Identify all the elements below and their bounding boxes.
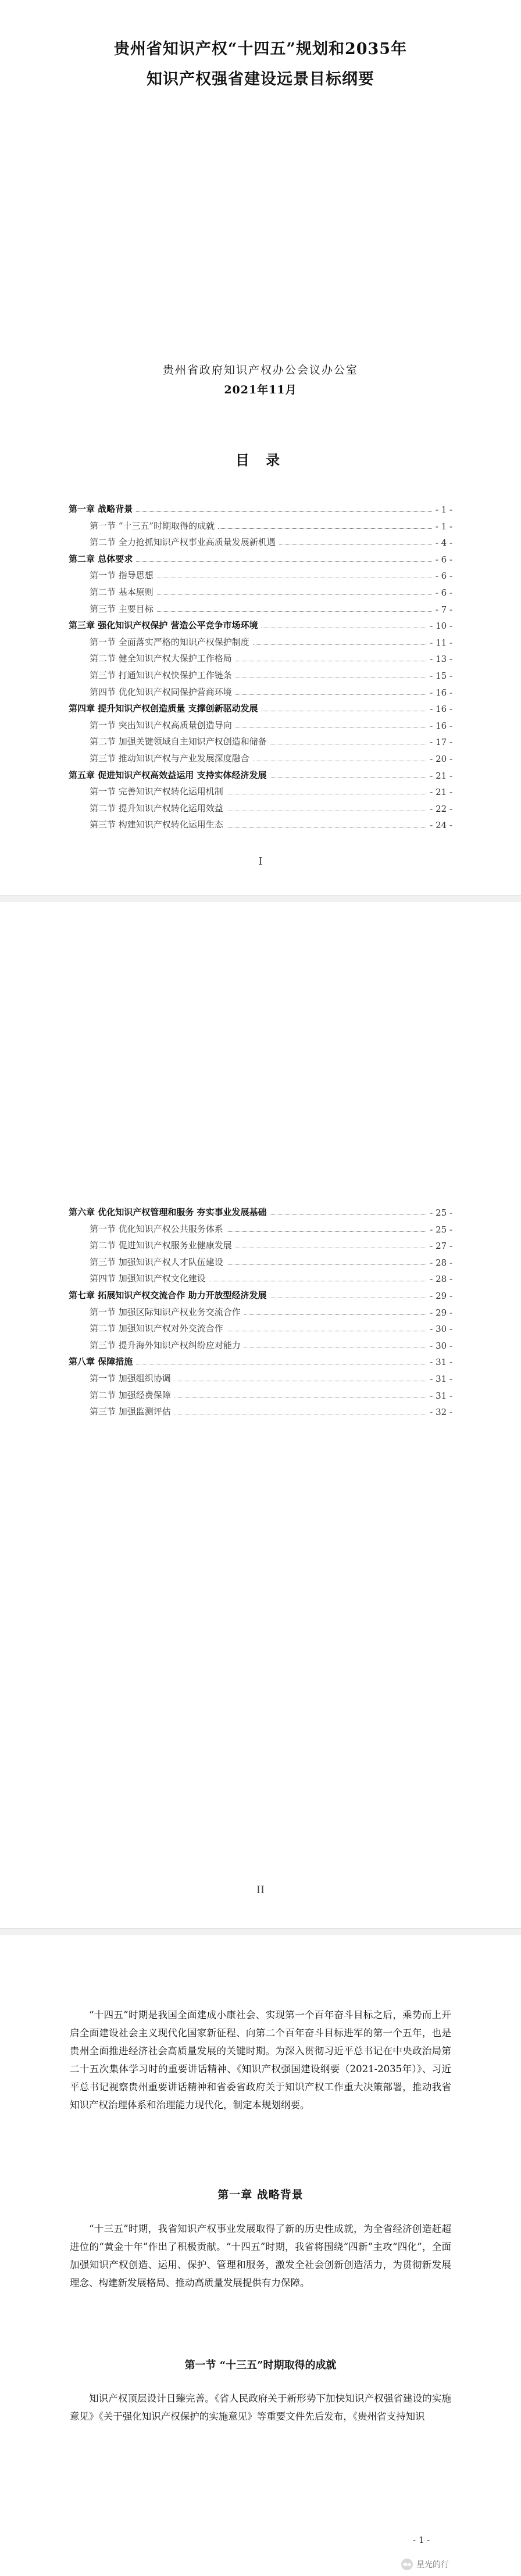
toc-entry-label: 第二节 基本原则 — [90, 587, 154, 597]
toc-leader-dots — [279, 544, 432, 545]
toc-entry-1[interactable] — [69, 500, 452, 515]
toc-entry-label: 第一节 优化知识产权公共服务体系 — [90, 1223, 223, 1234]
toc-entry-page: - 16 - — [430, 720, 452, 731]
toc-entry-page: - 20 - — [430, 754, 452, 764]
toc-entry-page: - 6 - — [435, 587, 452, 598]
toc-heading: 目 录 — [235, 452, 286, 468]
toc-entry-page: - 27 - — [430, 1241, 452, 1252]
toc-entry-page: - 16 - — [430, 687, 452, 698]
toc-entry-page: - 28 - — [430, 1274, 452, 1285]
toc-entry-7[interactable] — [69, 600, 452, 615]
toc-entry-3[interactable] — [69, 533, 452, 548]
toc-entry-page: - 25 - — [430, 1208, 452, 1218]
toc-entry-label: 第七章 拓展知识产权交流合作 助力开放型经济发展 — [69, 1290, 267, 1300]
toc-entry-label: 第一节 完善知识产权转化运用机制 — [90, 786, 223, 797]
toc-entry-14[interactable] — [69, 716, 452, 731]
issuing-office: 贵州省政府知识产权办公会议办公室 — [162, 364, 358, 377]
toc-entry-label: 第三节 构建知识产权转化运用生态 — [90, 819, 223, 830]
toc-entry-label: 第二节 加强关键领域自主知识产权创造和储备 — [90, 736, 267, 747]
toc-entry-page: - 31 - — [430, 1374, 452, 1384]
toc-entry-page: - 4 - — [435, 538, 452, 549]
toc-entry-page: - 30 - — [430, 1340, 452, 1351]
toc-entry-11[interactable] — [69, 1369, 452, 1384]
chat-bubble-icon — [401, 2559, 413, 2570]
toc-entry-page: - 7 - — [435, 604, 452, 615]
toc-entry-label: 第一章 战略背景 — [69, 504, 133, 514]
toc-entry-16[interactable] — [69, 749, 452, 764]
toc-entry-label: 第三节 推动知识产权与产业发展深度融合 — [90, 753, 249, 764]
toc-entry-9[interactable] — [69, 1336, 452, 1351]
toc-entry-4[interactable] — [69, 1253, 452, 1268]
toc-entry-page: - 10 - — [430, 621, 452, 632]
toc-entry-page: - 15 - — [430, 671, 452, 681]
toc-page-number-2: II — [256, 1884, 265, 1896]
document-title-line-2: 知识产权强省建设远景目标纲要 — [147, 70, 374, 88]
toc-entry-13[interactable] — [69, 1402, 452, 1417]
toc-entry-page: - 21 - — [430, 770, 452, 781]
toc-leader-dots — [253, 644, 426, 645]
toc-entry-label: 第一节 指导思想 — [90, 570, 154, 581]
toc-page-number-1: I — [258, 855, 263, 868]
toc-entry-page: - 29 - — [430, 1291, 452, 1301]
document-title-line-1: 贵州省知识产权“十四五”规划和2035年 — [113, 40, 408, 58]
toc-entry-label: 第四章 提升知识产权创造质量 支撑创新驱动发展 — [69, 703, 258, 714]
toc-entry-page: - 31 - — [430, 1357, 452, 1368]
body-page-number: - 1 - — [413, 2535, 430, 2545]
toc-entry-page: - 32 - — [430, 1407, 452, 1418]
toc-entry-label: 第三节 打通知识产权快保护工作链条 — [90, 670, 232, 680]
toc-entry-page: - 11 - — [430, 637, 452, 648]
toc-entry-label: 第六章 优化知识产权管理和服务 夯实事业发展基础 — [69, 1207, 267, 1217]
toc-leader-dots — [227, 1264, 426, 1265]
toc-entry-page: - 24 - — [430, 820, 452, 831]
toc-entry-label: 第五章 促进知识产权高效益运用 支持实体经济发展 — [69, 769, 267, 780]
toc-entry-page: - 25 - — [430, 1224, 452, 1235]
toc-entry-2[interactable] — [69, 517, 452, 532]
toc-entry-page: - 29 - — [430, 1307, 452, 1318]
toc-entry-page: - 6 - — [435, 554, 452, 565]
toc-leader-dots — [270, 1214, 426, 1215]
toc-leader-dots — [227, 1231, 426, 1232]
toc-entry-page: - 6 - — [435, 571, 452, 582]
toc-entry-label: 第一节 全面落实严格的知识产权保护制度 — [90, 636, 249, 647]
toc-entry-label: 第三节 主要目标 — [90, 603, 154, 614]
toc-entry-5[interactable] — [69, 1269, 452, 1284]
toc-entry-page: - 1 - — [435, 504, 452, 515]
toc-entry-label: 第二节 健全知识产权大保护工作格局 — [90, 653, 232, 664]
toc-entry-page: - 16 - — [430, 704, 452, 715]
toc-entry-12[interactable] — [69, 683, 452, 698]
section-1-title: 第一节 “十三五”时期取得的成就 — [184, 2359, 337, 2371]
toc-entry-5[interactable] — [69, 566, 452, 581]
watermark-text: 星光的行 — [416, 2560, 449, 2570]
toc-entry-page: - 1 - — [435, 521, 452, 532]
watermark — [401, 2559, 449, 2570]
toc-entry-label: 第二节 提升知识产权转化运用效益 — [90, 802, 223, 814]
toc-entry-12[interactable] — [69, 1386, 452, 1401]
toc-entry-page: - 28 - — [430, 1257, 452, 1268]
toc-entry-4[interactable] — [69, 550, 452, 565]
toc-entry-10[interactable] — [69, 1352, 452, 1367]
toc-entry-18[interactable] — [69, 782, 452, 797]
chapter-1-title: 第一章 战略背景 — [217, 2188, 304, 2201]
toc-leader-dots — [136, 511, 432, 512]
toc-entry-10[interactable] — [69, 649, 452, 664]
toc-entry-page: - 30 - — [430, 1324, 452, 1335]
cover-page — [0, 0, 521, 895]
toc-entry-label: 第三章 强化知识产权保护 营造公平竞争市场环境 — [69, 620, 258, 631]
toc-entry-11[interactable] — [69, 666, 452, 681]
toc-leader-dots — [157, 594, 432, 595]
toc-entry-label: 第二节 全力抢抓知识产权事业高质量发展新机遇 — [90, 537, 276, 548]
toc-leader-dots — [218, 528, 432, 529]
toc-entry-label: 第一节 突出知识产权高质量创造导向 — [90, 719, 232, 730]
toc-entry-17[interactable] — [69, 766, 452, 781]
issue-date: 2021年11月 — [224, 384, 297, 396]
body-page-1 — [0, 1935, 521, 2576]
toc-entry-label: 第一节 加强区际知识产权业务交流合作 — [90, 1306, 241, 1317]
toc-entry-page: - 21 - — [430, 787, 452, 798]
toc-entry-8[interactable] — [69, 1319, 452, 1334]
toc-entry-1[interactable] — [69, 1203, 452, 1218]
toc-entry-6[interactable] — [69, 1286, 452, 1301]
toc-entry-label: 第二节 加强经费保障 — [90, 1389, 171, 1400]
toc-entry-8[interactable] — [69, 616, 452, 631]
toc-entry-page: - 13 - — [430, 654, 452, 665]
toc-entry-label: 第二节 加强知识产权对外交流合作 — [90, 1323, 223, 1334]
chapter-1-paragraph: “十三五”时期，我省知识产权事业发展取得了新的历史性成就，为全省经济创造赶超进位的“黄金十年”作出了积极贡献。“十四五”时期，我省将围绕“四新”主攻“四化”，全面加强知识产权创造、运用、保护、管理和服务，激发全社会创新创造活力，为贯彻新发展理念、构建新发展格局、推动高质量发展提供有力保障。 — [70, 2223, 451, 2288]
toc-entry-label: 第一节 加强组织协调 — [90, 1373, 171, 1384]
toc-leader-dots — [157, 611, 432, 612]
toc-entry-3[interactable] — [69, 1236, 452, 1251]
toc-entry-label: 第三节 加强知识产权人才队伍建设 — [90, 1256, 223, 1267]
toc-entry-15[interactable] — [69, 732, 452, 747]
toc-entry-label: 第一节 “十三五”时期取得的成就 — [90, 520, 215, 531]
toc-leader-dots — [235, 694, 426, 695]
toc-entry-19[interactable] — [69, 799, 452, 814]
toc-entry-page: - 31 - — [430, 1390, 452, 1401]
toc-entry-page: - 17 - — [430, 737, 452, 748]
toc-entry-label: 第二章 总体要求 — [69, 553, 133, 564]
toc-entry-13[interactable] — [69, 699, 452, 714]
section-1-paragraph: 知识产权顶层设计日臻完善。《省人民政府关于新形势下加快知识产权强省建设的实施意见》《关于强化知识产权保护的实施意见》等重要文件先后发布，《贵州省支持知识 — [70, 2393, 451, 2422]
toc-entry-9[interactable] — [69, 633, 452, 648]
toc-leader-dots — [244, 1314, 426, 1315]
toc-entry-7[interactable] — [69, 1303, 452, 1318]
toc-entry-label: 第四节 加强知识产权文化建设 — [90, 1273, 206, 1284]
toc-entry-label: 第四节 优化知识产权同保护营商环境 — [90, 686, 232, 697]
intro-paragraph: “十四五”时期是我国全面建成小康社会、实现第一个百年奋斗目标之后，乘势而上开启全面建设社会主义现代化国家新征程、向第二个百年奋斗目标进军的第一个五年，也是贵州全面推进经济社会高质量发展的关键时期。为深入贯彻习近平总书记在中央政治局第二十五次集体学习时的重要讲话精神、《知识产权强国建设纲要（2021-2035年）》、习近平总书记视察贵州重要讲话精神和省委省政府关于知识产权工作重大决策部署，推动我省知识产权治理体系和治理能力现代化，制定本规划纲要。 — [70, 2009, 451, 2111]
toc-page-2 — [0, 902, 521, 1928]
toc-entry-label: 第八章 保障措施 — [69, 1356, 133, 1367]
toc-entry-2[interactable] — [69, 1220, 452, 1235]
toc-entry-20[interactable] — [69, 815, 452, 830]
toc-entry-page: - 22 - — [430, 803, 452, 814]
toc-entry-6[interactable] — [69, 583, 452, 598]
toc-entry-label: 第二节 促进知识产权服务业健康发展 — [90, 1240, 232, 1251]
toc-entry-label: 第三节 提升海外知识产权纠纷应对能力 — [90, 1339, 241, 1350]
toc-entry-label: 第三节 加强监测评估 — [90, 1406, 171, 1417]
toc-leader-dots — [136, 561, 432, 562]
